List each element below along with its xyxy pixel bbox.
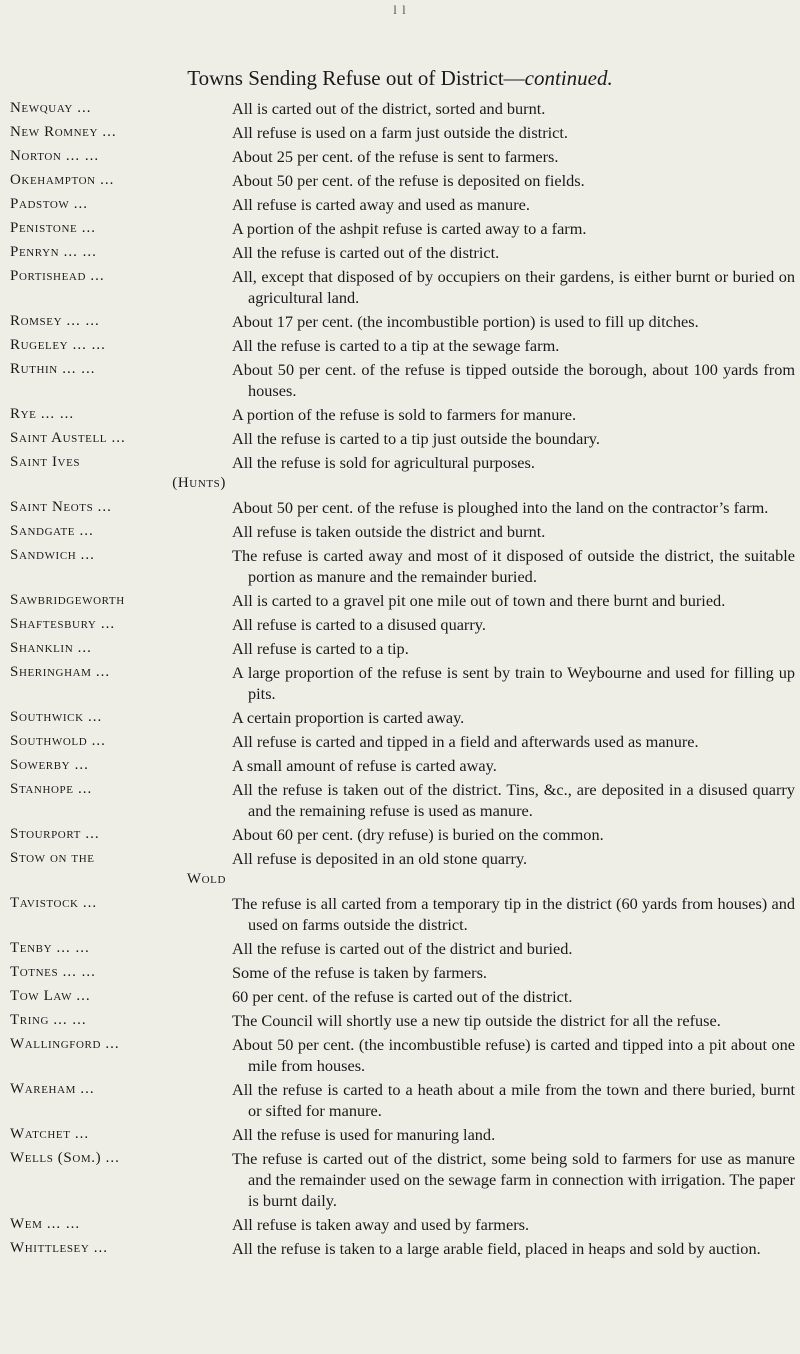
towns-list [10,98,795,1262]
leader-dots: ... [82,895,98,911]
town-entry [10,1214,795,1235]
town-name-cell [10,428,232,449]
town-name: Stanhope [10,781,74,797]
leader-dots: ... [100,172,115,188]
town-entry [10,122,795,143]
disposal-description: About 25 per cent. of the refuse is sent to farmers. [232,147,559,166]
leader-dots: ... ... [56,940,90,956]
town-name-cell [10,779,232,800]
leader-dots: ... [77,640,92,656]
disposal-description: All is carted to a gravel pit one mile out of town and there burnt and buried. [232,591,726,610]
town-name-cell [10,638,232,659]
town-name: Okehampton [10,172,96,188]
town-name: Wells (Som.) [10,1150,102,1166]
disposal-description: About 17 per cent. (the incombustible portion) is used to fill up ditches. [232,312,699,331]
leader-dots: ... ... [63,244,97,260]
disposal-description: All the refuse is carted out of the district and buried. [232,939,573,958]
leader-dots: ... [76,988,91,1004]
town-name: Totnes [10,964,59,980]
town-name: Southwold [10,733,88,749]
town-name: Sandwich [10,547,77,563]
town-entry [10,452,795,494]
town-name-cell [10,311,232,332]
disposal-description: All the refuse is carted out of the district. [232,243,500,262]
town-name-line [10,266,232,287]
disposal-description: All refuse is carted to a disused quarry. [232,615,486,634]
town-name-line [10,194,232,215]
town-name: Wallingford [10,1036,102,1052]
page-folio: l l [393,2,407,17]
town-entry [10,1010,795,1031]
town-name-cell [10,218,232,239]
disposal-description: All the refuse is carted to a tip just outside the boundary. [232,429,600,448]
disposal-description: All refuse is carted and tipped in a field and afterwards used as manure. [232,732,699,751]
town-name-cell [10,1238,232,1259]
town-name-cell [10,404,232,425]
town-entry [10,824,795,845]
town-entry [10,662,795,704]
town-entry [10,146,795,167]
town-name-cell [10,194,232,215]
leader-dots: ... [87,709,103,725]
leader-dots: ... [97,499,112,515]
town-entry [10,1148,795,1211]
town-name-cell [10,1148,232,1169]
leader-dots: ... [85,826,100,842]
leader-dots: ... [105,1150,120,1166]
disposal-description: All refuse is taken outside the district and burnt. [232,522,546,541]
town-entry [10,755,795,776]
disposal-description: About 50 per cent. of the refuse is ploughed into the land on the contractor’s farm. [232,498,769,517]
disposal-description: About 50 per cent. of the refuse is deposited on fields. [232,171,585,190]
disposal-description: All the refuse is carted to a heath about a mile from the town and there buried, burnt or sifted for manure. [232,1080,795,1120]
town-name: Penistone [10,220,78,236]
town-entry [10,1079,795,1121]
town-name-line [10,755,232,776]
town-name-line [10,986,232,1007]
town-name-cell [10,170,232,191]
town-name: Ruthin [10,361,58,377]
disposal-description: The refuse is carted away and most of it disposed of outside the district, the suitable portion as manure and the remainder buried. [232,546,795,586]
town-name-cell [10,986,232,1007]
leader-dots: ... ... [72,337,106,353]
town-name-cell [10,1034,232,1055]
leader-dots: ... [73,196,89,212]
town-name-line [10,242,232,263]
leader-dots: ... [105,1036,120,1052]
town-name-cell [10,590,232,611]
disposal-description: About 50 per cent. of the refuse is tipped outside the borough, about 100 yards from houses. [232,360,795,400]
town-entry [10,428,795,449]
town-name-cell [10,1079,232,1100]
page-heading [0,66,800,91]
leader-dots: ... [102,124,117,140]
disposal-description: Some of the refuse is taken by farmers. [232,963,487,982]
town-name-line [10,1124,232,1145]
town-entry [10,731,795,752]
town-name-line [10,1214,232,1235]
town-name-line [10,146,232,167]
disposal-description: All the refuse is taken out of the district. Tins, &c., are deposited in a disused quarry and the remaining refuse is used as manure. [232,780,795,820]
town-name-line [10,848,232,869]
town-name: Sawbridgeworth [10,592,125,608]
town-name-cell [10,1124,232,1145]
town-name: Romsey [10,313,63,329]
town-name-cell [10,335,232,356]
disposal-description: All refuse is carted away and used as manure. [232,195,530,214]
town-name-cell [10,122,232,143]
leader-dots: ... ... [46,1216,81,1232]
town-name-line [10,731,232,752]
town-name-line [10,824,232,845]
town-name: Sandgate [10,523,76,539]
leader-dots: ... [79,523,94,539]
leader-dots: ... [111,430,126,446]
town-entry [10,962,795,983]
disposal-description: All the refuse is carted to a tip at the sewage farm. [232,336,560,355]
town-name-line [10,638,232,659]
town-entry [10,497,795,518]
town-name: Saint Neots [10,499,94,515]
leader-dots: ... [95,664,111,680]
leader-dots: ... [77,100,92,116]
town-entry [10,194,795,215]
town-name: Watchet [10,1126,71,1142]
town-name: Newquay [10,100,73,116]
town-name: Stow on the [10,850,95,866]
town-entry [10,311,795,332]
town-entry [10,545,795,587]
town-entry [10,335,795,356]
disposal-description: 60 per cent. of the refuse is carted out of the district. [232,987,573,1006]
town-name-line [10,962,232,983]
town-name-line [10,428,232,449]
town-name: Sowerby [10,757,71,773]
disposal-description: A portion of the ashpit refuse is carted away to a farm. [232,219,587,238]
town-name-line [10,404,232,425]
town-name-continuation: (Hunts) [172,475,226,491]
town-name: Shanklin [10,640,74,656]
town-name: New Romney [10,124,99,140]
leader-dots: ... [100,616,116,632]
town-entry [10,359,795,401]
heading-continued: continued. [524,66,613,90]
disposal-description: The refuse is carted out of the district, some being sold to farmers for use as manure and the remainder used on the sewage farm in connection with irrigation. The paper is burnt daily. [232,1149,795,1210]
town-name-cell [10,614,232,635]
town-entry [10,1034,795,1076]
town-entry [10,98,795,119]
heading-main: Towns Sending Refuse out of District— [187,66,525,90]
town-name-line [10,662,232,683]
town-name-cell [10,893,232,914]
town-name: Saint Ives [10,454,81,470]
town-entry [10,242,795,263]
town-name-line [10,545,232,566]
town-entry [10,218,795,239]
town-name-cell [10,545,232,566]
town-name-cell [10,1214,232,1235]
disposal-description: All refuse is used on a farm just outside the district. [232,123,568,142]
town-entry [10,893,795,935]
town-name-line [10,590,232,611]
town-entry [10,1238,795,1259]
leader-dots: ... ... [65,148,100,164]
town-name-cell [10,662,232,683]
town-name-cell [10,848,232,890]
disposal-description: All refuse is deposited in an old stone quarry. [232,849,528,868]
town-name: Whittlesey [10,1240,90,1256]
town-name-cell [10,824,232,845]
disposal-description: All refuse is taken away and used by farmers. [232,1215,530,1234]
town-name: Tenby [10,940,53,956]
town-name: Southwick [10,709,84,725]
town-name-line [10,1148,232,1169]
disposal-description: About 60 per cent. (dry refuse) is buried on the common. [232,825,604,844]
disposal-description: All the refuse is sold for agricultural purposes. [232,453,535,472]
town-name-line [10,1238,232,1259]
town-name-cell [10,521,232,542]
town-entry [10,170,795,191]
town-name-cell [10,266,232,287]
town-name: Tow Law [10,988,73,1004]
town-name-line [10,359,232,380]
town-entry [10,707,795,728]
town-name: Sheringham [10,664,92,680]
town-name: Portishead [10,268,87,284]
town-entry [10,266,795,308]
town-name-line [10,497,232,518]
town-name: Saint Austell [10,430,108,446]
town-entry [10,521,795,542]
leader-dots: ... ... [62,361,96,377]
town-name-cell [10,359,232,380]
town-entry [10,779,795,821]
leader-dots: ... ... [40,406,75,422]
town-name-line [10,218,232,239]
disposal-description: All the refuse is taken to a large arable field, placed in heaps and sold by auction. [232,1239,761,1258]
town-name-line [10,335,232,356]
disposal-description: A portion of the refuse is sold to farmers for manure. [232,405,577,424]
town-name-continuation: Wold [186,871,226,887]
town-name-line [10,1079,232,1100]
town-name-line [10,1010,232,1031]
leader-dots: ... [80,547,95,563]
leader-dots: ... ... [66,313,100,329]
town-name-line [10,893,232,914]
town-name: Padstow [10,196,70,212]
leader-dots: ... [81,220,96,236]
town-entry [10,848,795,890]
town-name-line [10,170,232,191]
town-name-line [10,938,232,959]
town-name: Norton [10,148,62,164]
disposal-description: A certain proportion is carted away. [232,708,465,727]
town-name: Stourport [10,826,81,842]
town-name-line [10,452,232,473]
town-name-line [10,1034,232,1055]
town-entry [10,590,795,611]
disposal-description: All refuse is carted to a tip. [232,639,409,658]
town-name-cell [10,962,232,983]
town-name: Tring [10,1012,50,1028]
town-name: Wareham [10,1081,77,1097]
leader-dots: ... [93,1240,109,1256]
town-name-cell [10,452,232,494]
town-name-line [10,614,232,635]
town-name: Rye [10,406,37,422]
town-name-cell [10,497,232,518]
leader-dots: ... [74,757,89,773]
disposal-description: About 50 per cent. (the incombustible refuse) is carted and tipped into a pit about one mile from houses. [232,1035,795,1075]
town-name-line [10,122,232,143]
town-name-line [10,707,232,728]
town-name-line [10,521,232,542]
leader-dots: ... [77,781,93,797]
disposal-description: The refuse is all carted from a temporary tip in the district (60 yards from houses) and used on farms outside the district. [232,894,795,934]
disposal-description: All is carted out of the district, sorted and burnt. [232,99,546,118]
disposal-description: A large proportion of the refuse is sent by train to Weybourne and used for filling up pits. [232,663,795,703]
leader-dots: ... [91,733,106,749]
town-name-cell [10,146,232,167]
town-name-cell [10,755,232,776]
disposal-description: A small amount of refuse is carted away. [232,756,497,775]
town-name-line [10,779,232,800]
town-entry [10,614,795,635]
town-entry [10,986,795,1007]
disposal-description: All, except that disposed of by occupiers on their gardens, is either burnt or buried on agricultural land. [232,267,795,307]
town-name: Tavistock [10,895,79,911]
town-entry [10,638,795,659]
town-entry [10,938,795,959]
page-bottom-margin [0,1320,800,1354]
disposal-description: All the refuse is used for manuring land. [232,1125,496,1144]
town-name-cell [10,1010,232,1031]
town-name-cell [10,98,232,119]
town-entry [10,1124,795,1145]
town-name: Shaftesbury [10,616,97,632]
town-name-cell [10,731,232,752]
leader-dots: ... [74,1126,90,1142]
disposal-description: The Council will shortly use a new tip outside the district for all the refuse. [232,1011,721,1030]
town-name: Rugeley [10,337,69,353]
town-name-line [10,311,232,332]
leader-dots: ... ... [53,1012,87,1028]
town-name-line [10,98,232,119]
leader-dots: ... [80,1081,95,1097]
town-entry [10,404,795,425]
town-name: Penryn [10,244,60,260]
town-name: Wem [10,1216,43,1232]
town-name-cell [10,707,232,728]
town-name-cell [10,242,232,263]
town-name-cell [10,938,232,959]
leader-dots: ... ... [62,964,96,980]
leader-dots: ... [90,268,105,284]
